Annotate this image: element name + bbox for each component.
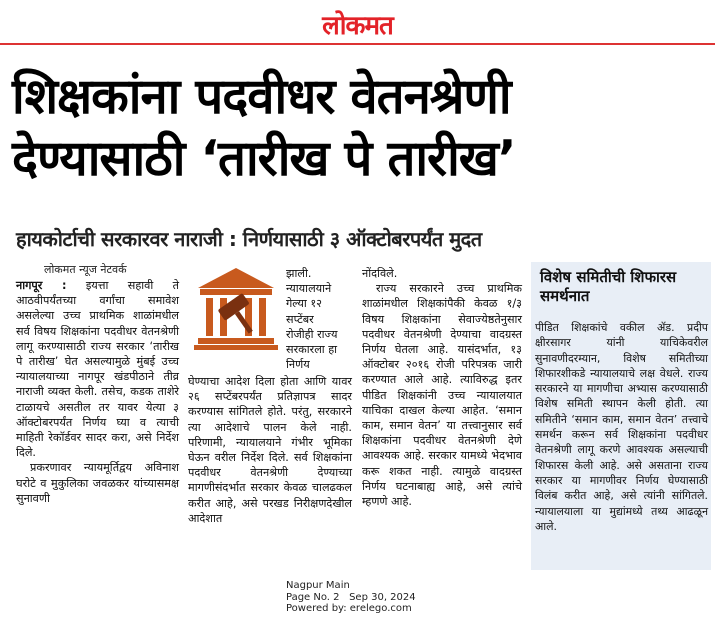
page-footer [286,580,466,615]
paragraph: राज्य सरकारने उच्च प्राथमिक शाळांमधील शिक्षकांपैकी केवळ १/३ विषय शिक्षकांना सेवाज्येष्ठतेनुसार पदवीधर वेतनश्रेणी देण्याचा वादग्रस्त निर्णय घेतला आहे. यासंदर्भात, १३ ऑक्टोबर २०१६ रोजी परिपत्रक जारी करण्यात आले आहे. त्याविरुद्ध इतर पीडित शिक्षकांनी उच्च न्यायालयात याचिका दाखल केल्या आहेत. ‘समान काम, समान वेतन’ या तत्त्वानुसार सर्व शिक्षकांना पदवीधर वेतनश्रेणी देणे आवश्यक आहे. सरकार यामध्ये भेदभाव करू शकत नाही. त्यामुळे वादग्रस्त निर्णय घटनाबाह्य आहे, असे त्यांचे म्हणणे आहे. [362,282,522,509]
text-line: रोजीही राज्य [286,327,338,341]
headline [12,66,712,190]
headline-line-1: शिक्षकांना पदवीधर वेतनश्रेणी [12,68,511,125]
sidebar-body: पीडित शिक्षकांचे वकील ॲड. प्रदीप क्षीरसागर यांनी याचिकेवरील सुनावणीदरम्यान, विशेष समितीच्या शिफारशीकडे न्यायालयाचे लक्ष वेधले. राज्य सरकारने या मागणीचा अभ्यास करण्यासाठी विशेष समिती स्थापन केली होती. त्या समितीने ‘समान काम, समान वेतन’ तत्त्वाचे समर्थन करून सर्व शिक्षकांना पदवीधर वेतनश्रेणी लागू करणे आवश्यक असल्याची शिफारस केली आहे. असे असताना राज्य सरकार या मागणीवर निर्णय घेण्यासाठी विलंब करीत आहे, असे त्यांनी सांगितले. न्यायालयाला या मुद्यांमध्ये तथ्य आढळून आले. [535,321,708,533]
text-line: सप्टेंबर [286,312,314,326]
publish-date: Sep 30, 2024 [349,591,416,603]
text-line: गेल्या १२ [286,297,322,311]
text-line: न्यायालयाने [286,282,332,296]
edition-name: Nagpur Main [286,580,350,591]
sidebar-title: विशेष समितीची शिफारस समर्थनात [540,268,677,305]
paragraph: नागपूर : इयत्ता सहावी ते आठवीपर्यंतच्या वर्गांचा समावेश असलेल्या उच्च प्राथमिक शाळांमधील सर्व विषय शिक्षकांना पदवीधर वेतनश्रेणी लागू करण्यासाठी राज्य सरकार ‘तारीख पे तारीख’ घेत असल्यामुळे मुंबई उच्च न्यायालयाच्या नागपूर खंडपीठाने तीव्र नाराजी व्यक्त केली. तसेच, कडक ताशेरे टाळायचे असतील तर यावर येत्या ३ ऑक्टोबरपर्यंत निर्णय घ्या व त्याची माहिती रेकॉर्डवर सादर करा, असे निर्देश दिले. [16,279,179,460]
masthead [0,0,715,44]
text-line: सरकारला हा [286,343,338,357]
powered-by: Powered by: erelego.com [286,603,412,614]
dateline: नागपूर : [16,279,67,292]
page-date-line [286,592,466,604]
article-column-1 [16,278,179,506]
masthead-rule [0,43,715,45]
article-column-2-beside-image [286,266,350,372]
court-gavel-illustration [190,264,282,352]
paragraph: नोंदविले. [362,267,398,280]
page-number: Page No. 2 [286,591,340,603]
article-column-3 [362,266,522,509]
text-line: निर्णय [286,358,310,372]
paragraph: घेण्याचा आदेश दिला होता आणि यावर २६ सप्टेंबरपर्यंत प्रतिज्ञापत्र सादर करण्यास सांगितले होते. परंतु, सरकारने त्या आदेशाचे पालन केले नाही. परिणामी, न्यायालयाने गंभीर भूमिका घेऊन वरील निर्देश दिले. सर्व शिक्षकांना पदवीधर वेतनश्रेणी देण्याच्या मागणीसंदर्भात सरकार केवळ चालढकल करीत आहे, असे परखड निरीक्षणदेखील आदेशात [188,375,352,525]
article-column-2 [188,374,352,526]
text-line: झाली. [286,267,312,280]
lokmat-logo: लोकमत [322,11,393,41]
headline-line-2: देण्यासाठी ‘तारीख पे तारीख’ [12,130,516,187]
byline: लोकमत न्यूज नेटवर्क [44,263,127,276]
subheadline: हायकोर्टाची सरकारवर नाराजी : निर्णयासाठी ३ ऑक्टोबरपर्यंत मुदत [16,227,482,251]
paragraph: प्रकरणावर न्यायमूर्तिद्वय अविनाश घरोटे व मुकुलिका जवळकर यांच्यासमक्ष सुनावणी [16,461,179,505]
